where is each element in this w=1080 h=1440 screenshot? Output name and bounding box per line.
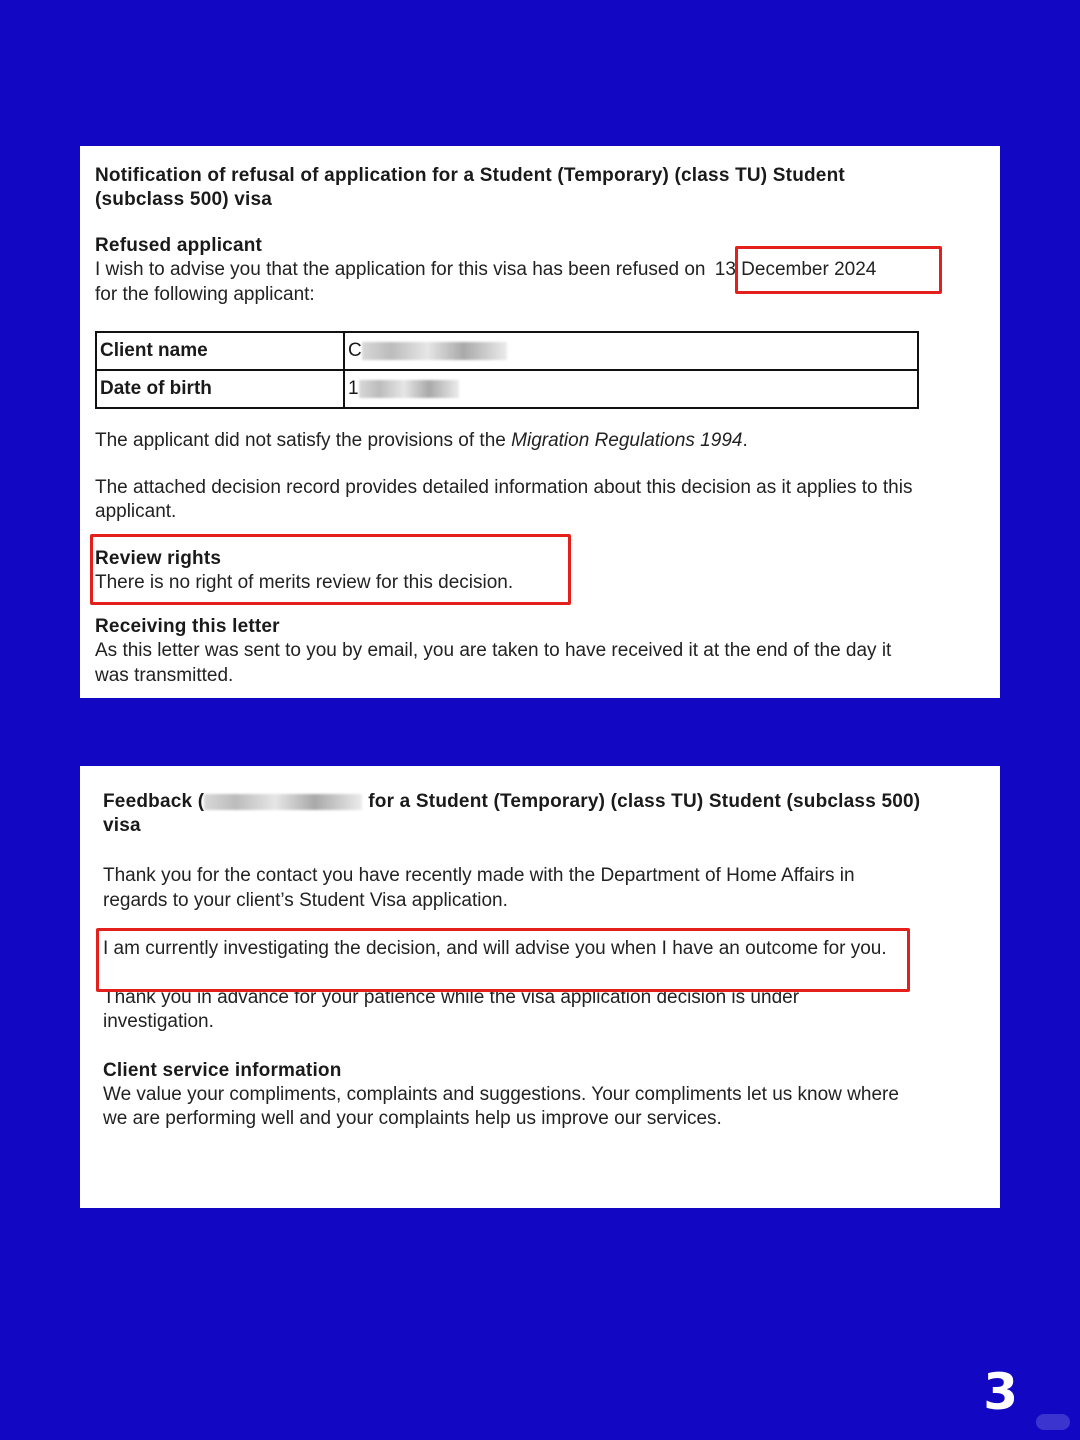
refusal-letter-title: Notification of refusal of application for a Student (Temporary) (class TU) Student (subclass 500) visa: [95, 165, 845, 210]
investigating-text: I am currently investigating the decision, and will advise you when I have an outcome for you.: [103, 938, 887, 959]
client-name-value: C: [344, 332, 918, 370]
client-name-label: Client name: [96, 332, 344, 370]
redaction-blur: [362, 342, 507, 360]
regulations-name: Migration Regulations 1994: [511, 430, 743, 451]
review-rights-highlight-box: [90, 534, 571, 605]
review-rights-heading: Review rights: [95, 547, 222, 569]
watermark-badge: [1036, 1414, 1070, 1430]
feedback-letter-card: [80, 766, 1000, 1208]
feedback-letter-title: Feedback ( for a Student (Temporary) (class TU) Student (subclass 500) visa: [103, 791, 921, 836]
table-row: [96, 332, 918, 370]
dob-value: 1: [344, 370, 918, 408]
attached-record-text: The attached decision record provides detailed information about this decision as it applies to this applicant.: [95, 476, 913, 522]
refusal-date: 13 December 2024: [714, 259, 877, 280]
redaction-blur: [359, 380, 459, 398]
redaction-blur: [204, 794, 362, 810]
refusal-letter-card: [80, 146, 1000, 698]
investigating-highlight-box: [96, 928, 910, 992]
date-highlight-box: [735, 246, 942, 294]
not-satisfied-text: The applicant did not satisfy the provisions of the Migration Regulations 1994.: [95, 430, 748, 451]
refused-text-after: for the following applicant:: [95, 283, 315, 305]
table-row: [96, 370, 918, 408]
receiving-letter-heading: Receiving this letter: [95, 616, 280, 637]
client-service-text: We value your compliments, complaints and suggestions. Your compliments let us know where we are performing well and your complaints help us improve our services.: [103, 1083, 899, 1129]
client-service-heading: Client service information: [103, 1059, 342, 1081]
patience-text: Thank you in advance for your patience while the visa application decision is under investigation.: [103, 986, 800, 1032]
receiving-letter-text: As this letter was sent to you by email, you are taken to have received it at the end of the day it was transmitted.: [95, 640, 892, 686]
refused-text-before: I wish to advise you that the application for this visa has been refused on: [95, 259, 711, 280]
thanks-contact-text: Thank you for the contact you have recently made with the Department of Home Affairs in regards to your client’s Student Visa application.: [103, 865, 855, 911]
refused-applicant-heading: Refused applicant: [95, 235, 263, 256]
review-rights-text: There is no right of merits review for this decision.: [95, 571, 514, 593]
client-details-table: [95, 331, 919, 409]
dob-label: Date of birth: [96, 370, 344, 408]
page-number: 3: [983, 1363, 1018, 1421]
